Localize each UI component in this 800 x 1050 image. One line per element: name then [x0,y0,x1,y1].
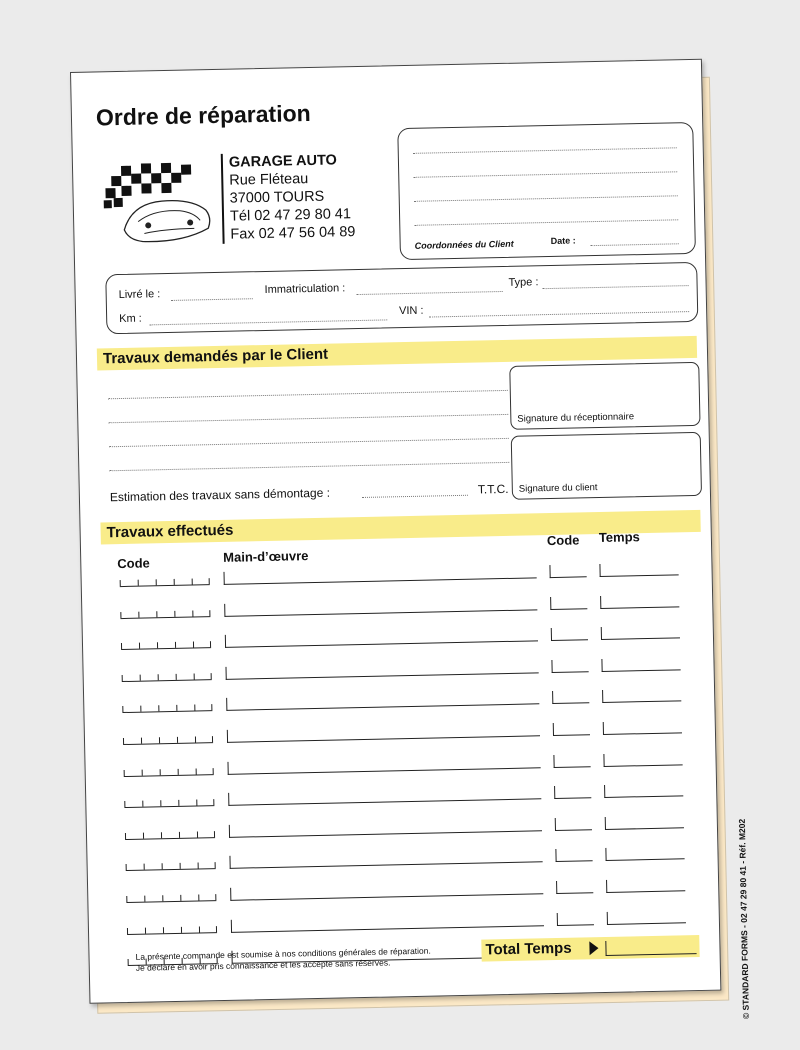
code-field[interactable] [126,888,216,903]
time-field[interactable] [603,720,682,735]
code2-field[interactable] [549,564,586,578]
code-field[interactable] [120,572,210,587]
time-field[interactable] [604,784,683,799]
receptionist-signature-box[interactable] [509,362,700,430]
plate-field[interactable] [357,291,503,295]
requested-line[interactable] [109,462,509,471]
code-field[interactable] [122,699,212,714]
col-time-header: Temps [598,529,640,546]
km-field[interactable] [149,319,387,325]
time-field[interactable] [605,847,684,862]
vehicle-info-box [105,262,698,334]
repair-order-sheet [70,59,751,1020]
code2-field[interactable] [553,754,590,768]
time-field[interactable] [599,562,678,577]
client-line[interactable] [413,147,677,154]
code-field[interactable] [120,604,210,619]
work-row [121,625,691,651]
code2-field[interactable] [551,659,588,673]
client-line[interactable] [414,195,678,202]
code2-field[interactable] [555,817,592,831]
completed-works-heading: Travaux effectués [106,521,234,542]
code-field[interactable] [125,857,215,872]
labor-field[interactable] [229,850,542,870]
vin-label: VIN : [398,304,424,318]
labor-field[interactable] [227,723,540,743]
client-signature-label: Signature du client [518,482,598,495]
type-field[interactable] [543,285,689,289]
labor-field[interactable] [228,786,541,806]
terms-line-1: La présente commande est soumise à nos conditions générales de réparation. [135,945,431,962]
garage-street: Rue Fléteau [229,171,309,189]
requested-line[interactable] [109,438,509,447]
type-label: Type : [508,276,539,289]
work-row [122,688,692,714]
ttc-label: T.T.C. [477,481,509,497]
code-field[interactable] [125,825,215,840]
time-field[interactable] [602,689,681,704]
work-row [120,594,690,620]
code-field[interactable] [124,793,214,808]
work-row [127,910,697,936]
time-field[interactable] [605,815,684,830]
code2-field[interactable] [553,722,590,736]
code2-field[interactable] [557,912,594,926]
code2-field[interactable] [552,691,589,705]
code-field[interactable] [123,730,213,745]
garage-address-block [221,151,356,244]
terms-line-2: Je déclare en avoir pris connaissance et les accepte sans réserves. [135,957,391,973]
plate-label: Immatriculation : [264,282,346,296]
labor-field[interactable] [231,913,544,933]
work-row [125,846,695,872]
arrow-right-icon [589,941,598,955]
time-field[interactable] [601,626,680,641]
date-label: Date : [550,235,576,246]
work-row [120,562,690,588]
work-row [124,783,694,809]
code2-field[interactable] [556,880,593,894]
client-line[interactable] [413,171,677,178]
client-details-box[interactable] [397,122,696,260]
labor-field[interactable] [225,660,538,680]
time-field[interactable] [607,910,686,925]
labor-field[interactable] [225,629,538,649]
work-rows [71,60,701,73]
form-reference: © STANDARD FORMS - 02 47 29 80 41 - Réf. M202 [736,818,751,1020]
code-field[interactable] [121,635,211,650]
col-code-header: Code [117,555,150,572]
requested-line[interactable] [108,414,508,423]
requested-works-heading: Travaux demandés par le Client [102,345,329,368]
labor-field[interactable] [230,881,543,901]
delivered-field[interactable] [171,298,253,301]
work-row [125,815,695,841]
delivered-label: Livré le : [118,288,161,302]
code2-field[interactable] [551,627,588,641]
time-field[interactable] [601,657,680,672]
time-field[interactable] [603,752,682,767]
work-row [123,720,693,746]
vin-field[interactable] [429,311,689,317]
labor-field[interactable] [229,818,542,838]
terms-text [135,946,431,974]
total-time-band [481,935,699,962]
receptionist-signature-label: Signature du réceptionnaire [517,411,635,425]
code-field[interactable] [127,920,217,935]
garage-name: GARAGE AUTO [228,152,338,171]
garage-fax: Fax 02 47 56 04 89 [230,224,356,243]
labor-field[interactable] [224,597,537,617]
col-code2-header: Code [546,532,580,549]
garage-city: 37000 TOURS [229,188,325,207]
total-time-label: Total Temps [485,939,572,959]
work-row [123,752,693,778]
client-details-label: Coordonnées du Client [414,238,514,251]
garage-phone: Tél 02 47 29 80 41 [229,206,352,225]
km-label: Km : [119,312,142,326]
work-row [126,878,696,904]
time-field[interactable] [606,878,685,893]
requested-line[interactable] [108,390,508,399]
form-title: Ordre de réparation [95,99,311,131]
code-field[interactable] [122,667,212,682]
labor-field[interactable] [224,565,537,585]
labor-field[interactable] [226,692,539,712]
client-line[interactable] [414,219,678,226]
code2-field[interactable] [550,596,587,610]
work-row [122,657,692,683]
checkered-flag-car-logo-icon [101,158,218,252]
time-field[interactable] [600,594,679,609]
code-field[interactable] [123,762,213,777]
estimate-field[interactable] [362,495,468,498]
labor-field[interactable] [227,755,540,775]
client-signature-box[interactable] [511,432,702,500]
code2-field[interactable] [554,785,591,799]
col-labor-header: Main-d’œuvre [223,548,309,565]
total-time-field[interactable] [605,939,696,956]
date-line[interactable] [591,243,679,246]
estimate-label: Estimation des travaux sans démontage : [109,485,331,505]
code2-field[interactable] [555,849,592,863]
